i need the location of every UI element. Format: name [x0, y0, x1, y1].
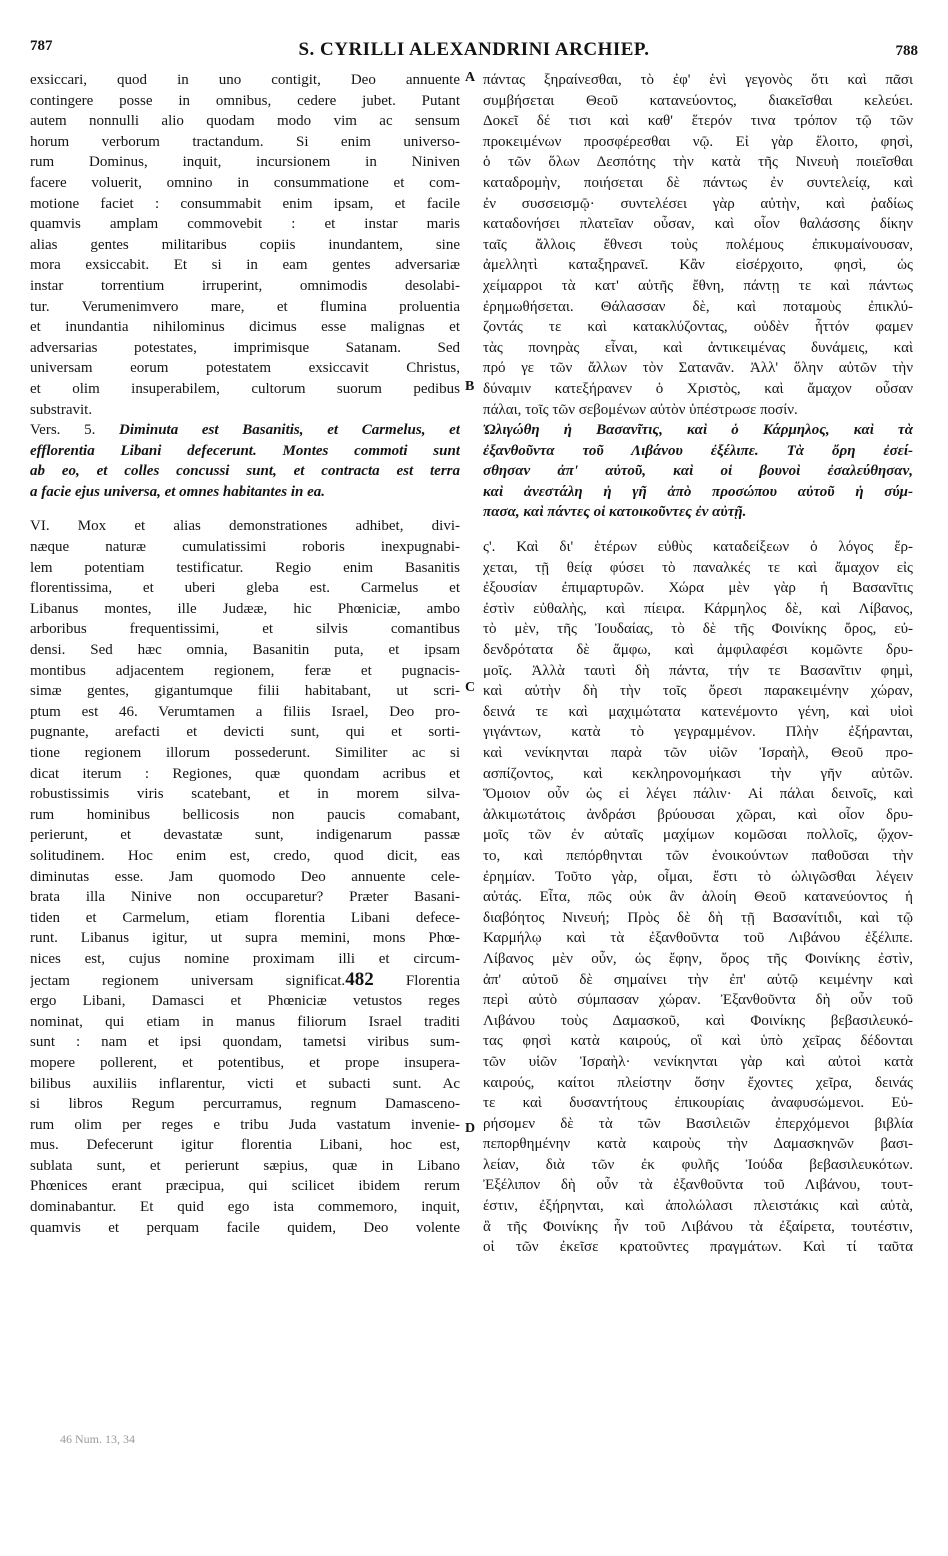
text-line: ἐξουσίαν ἐπιμαρτυρῶν. Χώρα μὲν γὰρ ἡ Βασανῖτις: [483, 580, 913, 597]
text-line: tiden et Carmelum, etiam florentia Libani defece-: [30, 909, 460, 926]
text-line: πάλαι, τοῖς τῶν σεβομένων αὐτὸν ὑπέστρωσε ποσίν.: [483, 401, 798, 418]
text-fragment: jectam regionem universam significat.: [30, 972, 346, 989]
text-line: næque naturæ cumulatissimi roboris inexpugnabi-: [30, 539, 460, 556]
text-line: ἐστὶν εὐθαλὴς, καὶ πίειρα. Κάρμηλος δὲ, καὶ Λίβανος,: [483, 600, 913, 617]
verse-line: σθησαν ἀπ' αὐτοῦ, καὶ οἱ βουνοὶ ἐσαλεύθησαν,: [483, 463, 913, 480]
text-line: ἐρημίαν. Τοῦτο γὰρ, οἶμαι, ἔστι τὸ ὠλιγῶσθαι λέγειν: [483, 868, 913, 885]
text-line: runt. Libanus igitur, ut supra memini, mons Phœ-: [30, 930, 460, 947]
paragraph-gap: [483, 523, 913, 537]
text-line: μοῖς. Ἀλλὰ ταυτὶ δὴ πάντα, τήν τε Βασανῖτιν φημὶ,: [483, 662, 913, 679]
text-line: Phœnices erant præcipua, qui scilicet ibidem rerum: [30, 1178, 460, 1195]
page-header: [30, 38, 918, 68]
verse-line: Ὠλιγώθη ἡ Βασανῖτις, καὶ ὁ Κάρμηλος, καὶ τὰ: [483, 422, 913, 439]
text-line: rum olim per reges e tribu Juda vastatum invenie-: [30, 1116, 460, 1133]
column-marker: 482: [345, 969, 374, 990]
text-line: alias gentes militaribus copiis inundantem, sine: [30, 236, 460, 253]
text-line: πεπορθημένην κατὰ καιροὺς τὴν Δαμασκηνῶν βασι-: [483, 1136, 913, 1153]
text-line: έστιν, ἐξήρηνται, καὶ ἀπολώλασι πλειστάκις καὶ αὐτὰ,: [483, 1198, 913, 1215]
text-line: et olim insuperabilem, cultorum suorum pedibus: [30, 380, 460, 397]
text-line: lem potentiam testificatur. Regio enim Basanitis: [30, 559, 460, 576]
text-line: γιγάντων, κατὰ τὸ γεγραμμένον. Πλὴν ἐξήρανται,: [483, 724, 913, 741]
text-line: ergo Libani, Damasci et Phœniciæ vetustos reges: [30, 993, 460, 1010]
verse-line: efflorentia Libani defecerunt. Montes commoti sunt: [30, 442, 460, 459]
text-line: tione regionem illorum possederunt. Similiter ac si: [30, 745, 460, 761]
text-line-with-marker: [30, 970, 460, 992]
text-line: mora exsiccabit. Et si in eam gentes adversariæ: [30, 257, 460, 274]
text-line: rum Dominus, inquit, incursionem in Niniven: [30, 154, 460, 171]
text-line: αὐτάς. Εἶτα, πῶς οὐκ ἂν ἁλοίη Θεοῦ κατανεύοντος ἡ: [483, 889, 913, 906]
text-line: τε καὶ δυσαντήτους ἐπικουρίαις ἀναφυσώμενοι. Εὑ-: [483, 1095, 913, 1112]
text-line: ἀμελλητὶ καταξηρανεῖ. Κἂν εἰσέρχοιτο, φησὶ, ὡς: [483, 257, 913, 274]
verse-line: ab eo, et colles concussi sunt, et contracta est terra: [30, 463, 460, 480]
verse-heading: [30, 420, 460, 441]
text-line: τὰς πονηρὰς εἶναι, καὶ ἀντικειμένας δυνάμεις, καὶ: [483, 339, 913, 356]
text-line: Libanus montes, ille Judææ, hic Phœniciæ, ambo: [30, 600, 460, 617]
text-line: Ὅμοιον οὖν ὡς εἰ λέγει πάλιν· Αἱ πάλαι δεινοῖς, καὶ: [483, 786, 913, 803]
text-line: pugnante, arefacti et devicti sunt, qui et sorti-: [30, 724, 460, 741]
margin-letter: B: [465, 379, 475, 394]
text-line: motione faciet : consummabit enim ipsam, et facile: [30, 195, 460, 212]
text-line: δύναμιν κατεξήρανεν ὁ Χριστὸς, καὶ ἄμαχον οὖσαν: [483, 380, 913, 397]
text-line: VI. Mox et alias demonstrationes adhibet, divi-: [30, 518, 460, 535]
text-line: δεινά τε καὶ μαχιμώτατα κατενέμοντο γένη, καὶ υἱοὶ: [483, 703, 913, 720]
text-line: ἀλκιμωτάτοις ἀνδράσι βρύουσαι χῶραι, καὶ οἷον δρυ-: [483, 806, 913, 823]
text-line: δενδρότατα δὲ ἄμφω, καὶ ἀμφιλαφέσι κομῶντε δρυ-: [483, 642, 913, 659]
running-title: S. CYRILLI ALEXANDRINI ARCHIEP.: [298, 39, 650, 60]
text-line: autem nonnulli alio quodam modo vim ac sensum: [30, 113, 460, 130]
text-line: Λίβανος μὲν οὖν, ὡς ἔφην, ὄρος τῆς Φοινίκης ἐστὶν,: [483, 950, 913, 967]
text-line: ς'. Καὶ δι' ἑτέρων εὐθὺς καταδείξεων ὁ λόγος ἔρ-: [483, 539, 913, 556]
text-line: οἱ τῶν ἐκεῖσε κρατοῦντες πραγμάτων. Καὶ τί ταῦτα: [483, 1239, 913, 1256]
verse-line: καὶ ἀνεστάλη ἡ γῆ ἀπὸ προσώπου αὐτοῦ ἡ σύμ-: [483, 483, 913, 500]
text-line: ζοντάς τε καὶ κατακλύζοντας, οὐδὲν ἧττόν φαμεν: [483, 319, 913, 336]
text-line: quamvis amplam commovebit : et instar maris: [30, 216, 460, 233]
margin-letter: C: [465, 679, 476, 695]
text-line: ασπίζοντος, καὶ κεκληρονομήκασι τὴν γῆν αὐτῶν.: [483, 765, 913, 782]
text-line: πρό γε τῶν ἄλλων τὸν Σατανᾶν. Ἀλλ' ὅλην αὐτῶν τὴν: [483, 360, 913, 377]
footnote: 46 Num. 13, 34: [60, 1432, 135, 1446]
text-line: ταῖς ἄλλοις ἔθνεσι τοὺς πολέμους ἐπικυμαίνουσαν,: [483, 236, 913, 253]
text-line: ὁ τῶν ὅλων Δεσπότης τὴν κατὰ τῆς Νινευὴ ποιεῖσθαι: [483, 154, 913, 171]
text-line: florentissima, et uberi gleba est. Carmelus et: [30, 580, 460, 597]
text-line: horum verborum tractandum. Si enim universo-: [30, 133, 460, 150]
text-line: καὶ νενίκηνται παρὰ τῶν υἱῶν Ἰσραὴλ, Θεοῦ προ-: [483, 745, 913, 761]
right-column-number: 788: [895, 43, 918, 59]
text-line: contingere posse in omnibus, cedere jubet. Putant: [30, 92, 460, 109]
text-line: exsiccari, quod in uno contigit, Deo annuente: [30, 72, 460, 88]
paragraph-gap: [30, 502, 460, 516]
text-line: simæ gentes, gigantumque filii habitabant, ut scri-: [30, 683, 460, 700]
text-line: solitudinem. Hoc enim est, credo, quod dicit, eas: [30, 847, 460, 864]
text-line: τῶν υἱῶν Ἰσραὴλ· νενίκηνται γὰρ καὶ αὐτοὶ κατὰ: [483, 1053, 913, 1070]
greek-column: [483, 70, 913, 1258]
text-line: προκειμένων προσφέρεσθαι νῷ. Εἰ γὰρ ἕλοιτο, φησὶ,: [483, 133, 913, 150]
text-line: τας φησὶ κατὰ καιρούς, οἳ καὶ ὑπὸ χεῖρας δέδονται: [483, 1033, 913, 1050]
text-line: ἃ τῆς Φοινίκης ἦν τοῦ Λιβάνου τὰ ἐξαίρετα, τουτέστιν,: [483, 1218, 913, 1235]
text-line: περὶ αὐτὸ σύμπασαν χώραν. Ἐξανθοῦντα δὴ οὖν τοῦ: [483, 992, 913, 1009]
text-line: συμβήσεται Θεοῦ κατανεύοντος, διακεῖσθαι κελεύει.: [483, 92, 913, 109]
text-line: et inundantia nihilominus dicimus esse malignas et: [30, 319, 460, 336]
text-line: facere voluerit, omnino in consummatione et com-: [30, 174, 460, 191]
text-line: bilibus auxiliis inflarentur, victi et subacti sunt. Ac: [30, 1075, 460, 1092]
text-line: sunt : nam et ipsi quondam, tametsi viribus sum-: [30, 1034, 460, 1051]
verse-line: a facie ejus universa, et omnes habitantes in ea.: [30, 483, 326, 500]
text-line: το, καὶ πεπόρθηνται τῶν ἐνοικούντων παθοῦσαι τὴν: [483, 847, 913, 864]
text-line: μοῖς τῶν ἐν αὐταῖς μαχίμων κομῶσαι πολλοῖς, ᾤχον-: [483, 827, 913, 844]
text-line: nices est, cujus nomine proximam illi et circum-: [30, 950, 460, 967]
verse-label: Vers. 5.: [30, 422, 120, 439]
text-line: si libros Regum percurramus, regnum Damasceno-: [30, 1096, 460, 1113]
text-line: Δοκεῖ δέ τισι καὶ καθ' ἕτερόν τινα τρόπον τῷ τῶν: [483, 113, 913, 130]
left-column-number: 787: [30, 38, 53, 54]
text-line: καιρούς, καίτοι πλείστην ὅσην ἔχοντες χεῖρα, δεινάς: [483, 1074, 913, 1091]
latin-column: [30, 70, 460, 1238]
text-line: instar torrentium irruperint, omnimodis desolabi-: [30, 277, 460, 294]
verse-line: πασα, καὶ πάντες οἱ κατοικοῦντες ἐν αὐτῇ.: [483, 504, 747, 521]
text-line: robustissimis viris scatebant, et in morem silva-: [30, 786, 460, 803]
verse-line: ἐξανθοῦντα τοῦ Λιβάνου ἐξέλιπε. Τὰ ὄρη ἐσεί-: [483, 442, 913, 459]
text-line: dicat iterum : Regiones, quæ quondam acribus et: [30, 765, 460, 782]
text-line: ρήσομεν δὲ τὰ τῶν Βασιλειῶν ἐπερχόμενοι βιβλία: [483, 1115, 913, 1132]
text-line: universam eorum potestatem exsiccavit Christus,: [30, 360, 460, 377]
text-line: diminutas esse. Jam quomodo Deo annuente cele-: [30, 868, 460, 885]
text-line: πάντας ξηραίνεσθαι, τὸ ἐφ' ἑνὶ γεγονὸς ὅτι καὶ πᾶσι: [483, 72, 913, 88]
text-line: ἀπ' αὐτοῦ δὲ σημαίνει τὴν ἐπ' αὐτῷ κειμένην καὶ: [483, 971, 913, 988]
text-line: ἐρημωθήσεται. Θάλασσαν δὲ, καὶ ποταμοὺς ἐπικλύ-: [483, 298, 913, 315]
margin-letter: A: [465, 70, 476, 85]
text-line: καταδονήσει πλατεῖαν οὖσαν, καὶ οἷον θαλάσσης δίκην: [483, 216, 913, 233]
text-line: quamvis et perquam facile quidem, Deo volente: [30, 1219, 460, 1236]
text-line: substravit.: [30, 401, 93, 418]
text-line: montibus adjacentem regionem, feræ et pugnacis-: [30, 662, 460, 679]
text-line: arboribus frequentissimi, et silvis comantibus: [30, 621, 460, 638]
text-line: ptum est 46. Verumtamen a filiis Israel, Deo pro-: [30, 703, 460, 720]
verse-text: Diminuta est Basanitis, et Carmelus, et: [119, 422, 460, 439]
text-line: τὸ μὲν, τῆς Ἰουδαίας, τὸ δὲ τῆς Φοινίκης ὄρος, εὐ-: [483, 621, 913, 638]
text-line: χεται, τῇ θείᾳ φύσει τὸ παναλκές τε καὶ ἄμαχον εἰς: [483, 559, 913, 576]
text-line: tur. Verumenimvero mare, et flumina proluentia: [30, 298, 460, 315]
text-line: Ἐξέλιπον δὴ οὖν τὰ ἐξανθοῦντα τοῦ Λιβάνου, τουτ-: [483, 1177, 913, 1194]
text-line: mus. Defecerunt igitur florentia Libani, hoc est,: [30, 1137, 460, 1154]
text-line: καὶ αὐτὴν δὴ τὴν τοῖς ὄρεσι παρακειμένην χώραν,: [483, 683, 913, 700]
text-line: mopere pollerent, et potentibus, et prope insupera-: [30, 1054, 460, 1071]
text-line: brata illa Ninive non occuparetur? Præter Basani-: [30, 889, 460, 906]
text-line: ἐν συσσεισμῷ· συντελέσει γὰρ αὐτὴν, καὶ ῥαδίως: [483, 195, 913, 212]
text-line: densi. Sed hæc omnia, Basanitin puta, et ipsam: [30, 642, 460, 659]
text-line: perierunt, et devastatæ sunt, indigenarum passæ: [30, 827, 460, 844]
text-line: διαβόητος Νινευή; Πρὸς δὲ δὴ τῇ Βασανίτιδι, καὶ τῷ: [483, 909, 913, 926]
text-line: sublata sunt, et perierunt sæpius, quæ in Libano: [30, 1157, 460, 1174]
text-line: adversarias potestates, imprimisque Satanam. Sed: [30, 339, 460, 356]
text-line: καταδρομὴν, ποιήσεται δὲ πάντως ἐν συντελείᾳ, καὶ: [483, 174, 913, 191]
text-line: rum hominibus bellicosis non paucis comabant,: [30, 806, 460, 823]
text-fragment: Florentia: [373, 972, 460, 989]
text-line: Καρμήλῳ καὶ τὰ ἐξανθοῦντα τοῦ Λιβάνου ἐξέλιπε.: [483, 930, 913, 947]
text-line: nominat, qui etiam in manus filiorum Israel traditi: [30, 1013, 460, 1030]
text-line: χείμαρροι τὰ κατ' αὐτῆς ἔθνη, πάντῃ τε καὶ πάντως: [483, 277, 913, 294]
text-line: dominabantur. Et quid ego ista commemoro, inquit,: [30, 1199, 460, 1216]
text-line: Λιβάνου τοὺς Δαμασκοῦ, καὶ Φοινίκης βεβασιλευκό-: [483, 1012, 913, 1029]
text-line: λείαν, διὰ τῶν ἐκ φυλῆς Ἰούδα βεβασιλευκότων.: [483, 1156, 913, 1173]
margin-letter: D: [465, 1120, 476, 1136]
